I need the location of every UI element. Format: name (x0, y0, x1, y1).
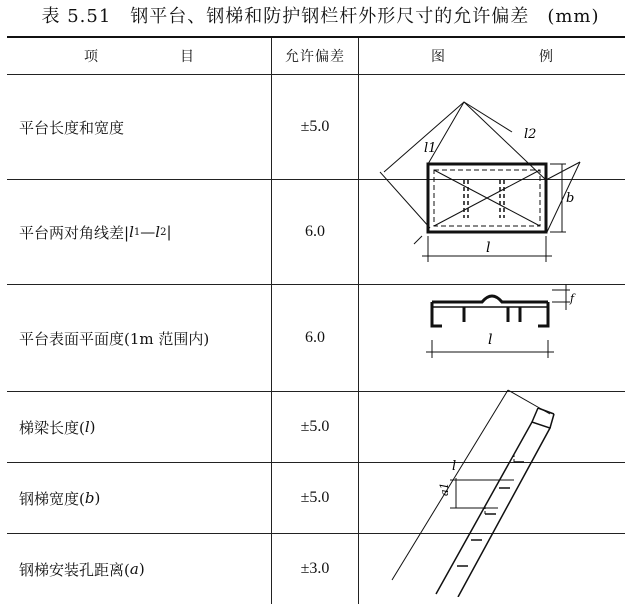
label-a1: a1 (438, 482, 451, 496)
row-tolerance: 6.0 (271, 180, 359, 284)
platform-plan-diagram (352, 76, 618, 276)
row-tolerance: ±5.0 (271, 463, 359, 533)
header-item: 项 目 (84, 49, 228, 65)
row-item: 钢梯宽度( b ) (19, 489, 101, 508)
row-item: 梯梁长度( l ) (19, 418, 96, 437)
label-l1: l1 (424, 141, 437, 156)
row-item: 钢梯安装孔距离( a ) (19, 560, 145, 579)
row-tolerance: ±5.0 (271, 75, 359, 179)
label-section-l: l (488, 332, 493, 348)
label-f: f (570, 292, 575, 305)
row-item: 平台长度和宽度 (19, 118, 125, 137)
platform-section-diagram (352, 280, 618, 380)
row-tolerance: 6.0 (271, 285, 359, 391)
header-tolerance: 允许偏差 (271, 38, 359, 74)
label-l2: l2 (524, 127, 537, 142)
table-unit: (mm) (547, 6, 600, 27)
row-tolerance: ±5.0 (271, 392, 359, 462)
header-illustration: 图 例 (431, 49, 593, 65)
row-tolerance: ±3.0 (271, 534, 359, 604)
label-b: b (566, 191, 575, 206)
row-item: 平台两对角线差| l 1 — l 2 | (19, 223, 172, 242)
table-header-row (7, 38, 625, 75)
ladder-diagram (352, 388, 618, 597)
label-l: l (486, 240, 491, 256)
table-title: 表 5.51 钢平台、钢梯和防护钢栏杆外形尺寸的允许偏差 (41, 6, 530, 27)
label-ladder-l: l (452, 459, 457, 474)
row-item: 平台表面平面度(1m 范围内) (19, 329, 210, 348)
table-caption (0, 0, 641, 34)
